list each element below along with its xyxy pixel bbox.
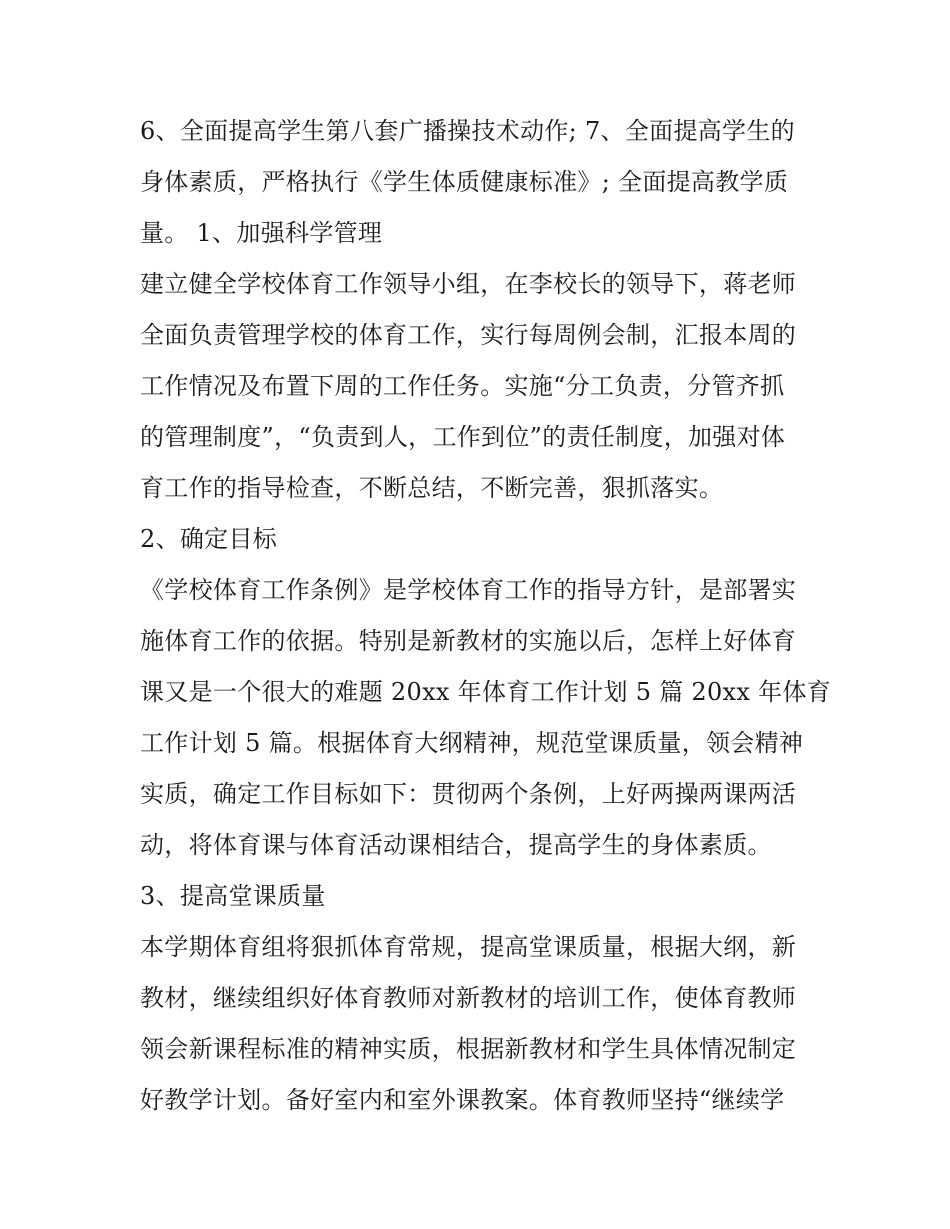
section-heading-2: 2、确定目标 [140,525,278,553]
text-line-4: 建立健全学校体育工作领导小组，在李校长的领导下，蒋老师 [140,270,797,298]
text-line-13: 工作计划 5 篇。根据体育大纲精神，规范堂课质量，领会精神 [140,729,804,757]
text-line-10: 《学校体育工作条例》是学校体育工作的指导方针，是部署实 [140,576,797,604]
text-line-3: 量。 1、加强科学管理 [140,219,383,247]
text-line-18: 教材，继续组织好体育教师对新教材的培训工作，使体育教师 [140,984,797,1012]
text-line-17: 本学期体育组将狠抓体育常规，提高堂课质量，根据大纲，新 [140,933,797,961]
text-line-20: 好教学计划。备好室内和室外课教案。体育教师坚持“继续学 [140,1086,785,1114]
text-line-12: 课又是一个很大的难题 20xx 年体育工作计划 5 篇 20xx 年体育 [140,678,832,706]
text-line-2: 身体素质，严格执行《学生体质健康标准》; 全面提高教学质 [140,168,789,196]
text-line-14: 实质，确定工作目标如下：贯彻两个条例，上好两操两课两活 [140,780,797,808]
text-line-1: 6、全面提高学生第八套广播操技术动作; 7、全面提高学生的 [140,117,795,145]
document-body [140,106,832,1126]
text-line-8: 育工作的指导检查，不断总结，不断完善，狠抓落实。 [140,474,724,502]
text-line-6: 工作情况及布置下周的工作任务。实施“分工负责，分管齐抓 [140,372,785,400]
text-line-19: 领会新课程标准的精神实质，根据新教材和学生具体情况制定 [140,1035,797,1063]
text-line-7: 的管理制度”，“负责到人，工作到位”的责任制度，加强对体 [140,423,786,451]
text-line-15: 动，将体育课与体育活动课相结合，提高学生的身体素质。 [140,831,772,859]
text-line-11: 施体育工作的依据。特别是新教材的实施以后，怎样上好体育 [140,627,797,655]
text-line-5: 全面负责管理学校的体育工作，实行每周例会制，汇报本周的 [140,321,797,349]
section-heading-3: 3、提高堂课质量 [140,882,326,910]
